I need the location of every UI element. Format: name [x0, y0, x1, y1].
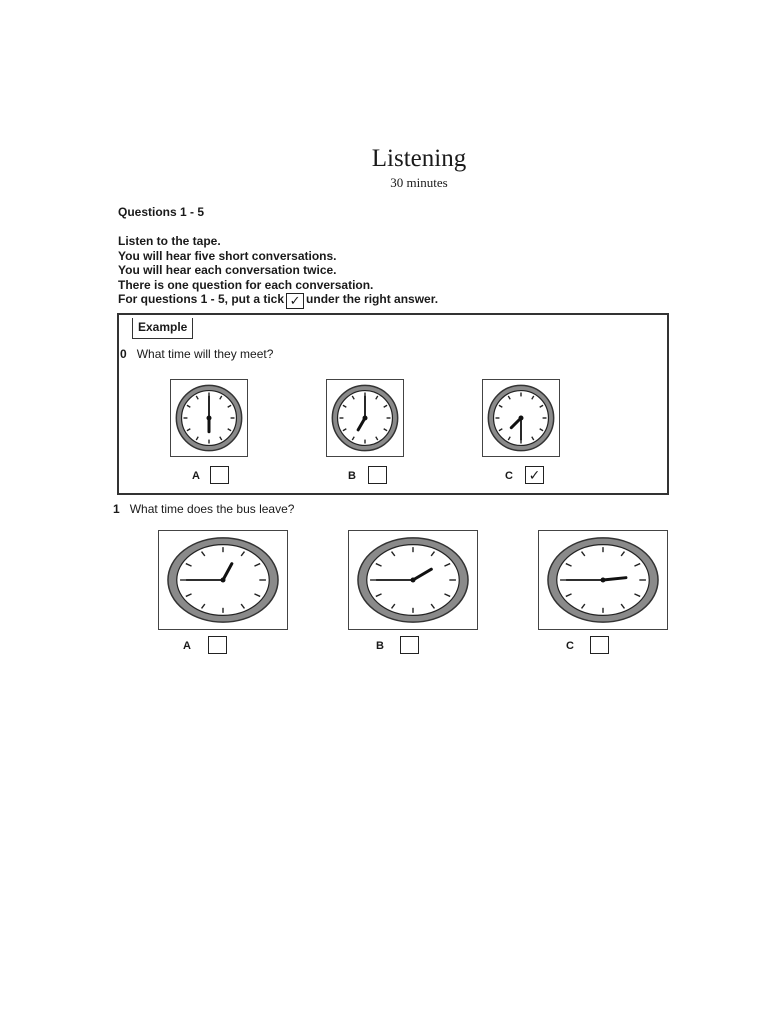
example-answer-box-c[interactable]: ✓ [525, 466, 544, 484]
q1-clock-b [348, 530, 478, 630]
instructions [118, 234, 438, 309]
clock-center [601, 578, 606, 583]
clock-icon [327, 380, 403, 456]
example-clock-b [326, 379, 404, 457]
clock-center [411, 578, 416, 583]
clock-center [519, 416, 524, 421]
option-letter: B [376, 640, 384, 652]
clock-center [363, 416, 368, 421]
tick-sample-box: ✓ [286, 293, 304, 309]
q1-answer-box-a[interactable] [208, 636, 227, 654]
question-1 [113, 502, 294, 516]
example-clock-a [170, 379, 248, 457]
option-letter: C [566, 640, 574, 652]
clock-icon [349, 531, 477, 629]
page-title: Listening [371, 145, 467, 172]
instruction-line: You will hear five short conversations. [118, 248, 337, 263]
example-question [120, 347, 273, 361]
question-number: 0 [120, 347, 127, 361]
question-text: What time does the bus leave? [129, 502, 295, 516]
instruction-text: under the right answer. [306, 292, 439, 306]
clock-center [221, 578, 226, 583]
example-label: Example [132, 318, 193, 339]
instruction-text: For questions 1 - 5, put a tick [118, 292, 285, 306]
questions-range-heading: Questions 1 - 5 [118, 205, 205, 219]
example-clock-c [482, 379, 560, 457]
q1-clock-c [538, 530, 668, 630]
clock-icon [539, 531, 667, 629]
clock-icon [159, 531, 287, 629]
instruction-line [118, 292, 438, 309]
instruction-line: There is one question for each conversation. [118, 277, 374, 292]
option-letter: A [192, 470, 200, 482]
option-letter: B [348, 470, 356, 482]
question-number: 1 [113, 502, 120, 516]
instruction-line: You will hear each conversation twice. [118, 263, 337, 277]
q1-answer-box-b[interactable] [400, 636, 419, 654]
clock-icon [171, 380, 247, 456]
q1-clock-a [158, 530, 288, 630]
example-answer-box-b[interactable] [368, 466, 387, 484]
option-letter: C [505, 470, 513, 482]
instruction-line: Listen to the tape. [118, 234, 221, 248]
duration-subtitle: 30 minutes [390, 175, 448, 190]
question-text: What time will they meet? [136, 347, 274, 361]
example-answer-box-a[interactable] [210, 466, 229, 484]
option-letter: A [183, 640, 191, 652]
clock-center [207, 416, 212, 421]
q1-answer-box-c[interactable] [590, 636, 609, 654]
clock-icon [483, 380, 559, 456]
